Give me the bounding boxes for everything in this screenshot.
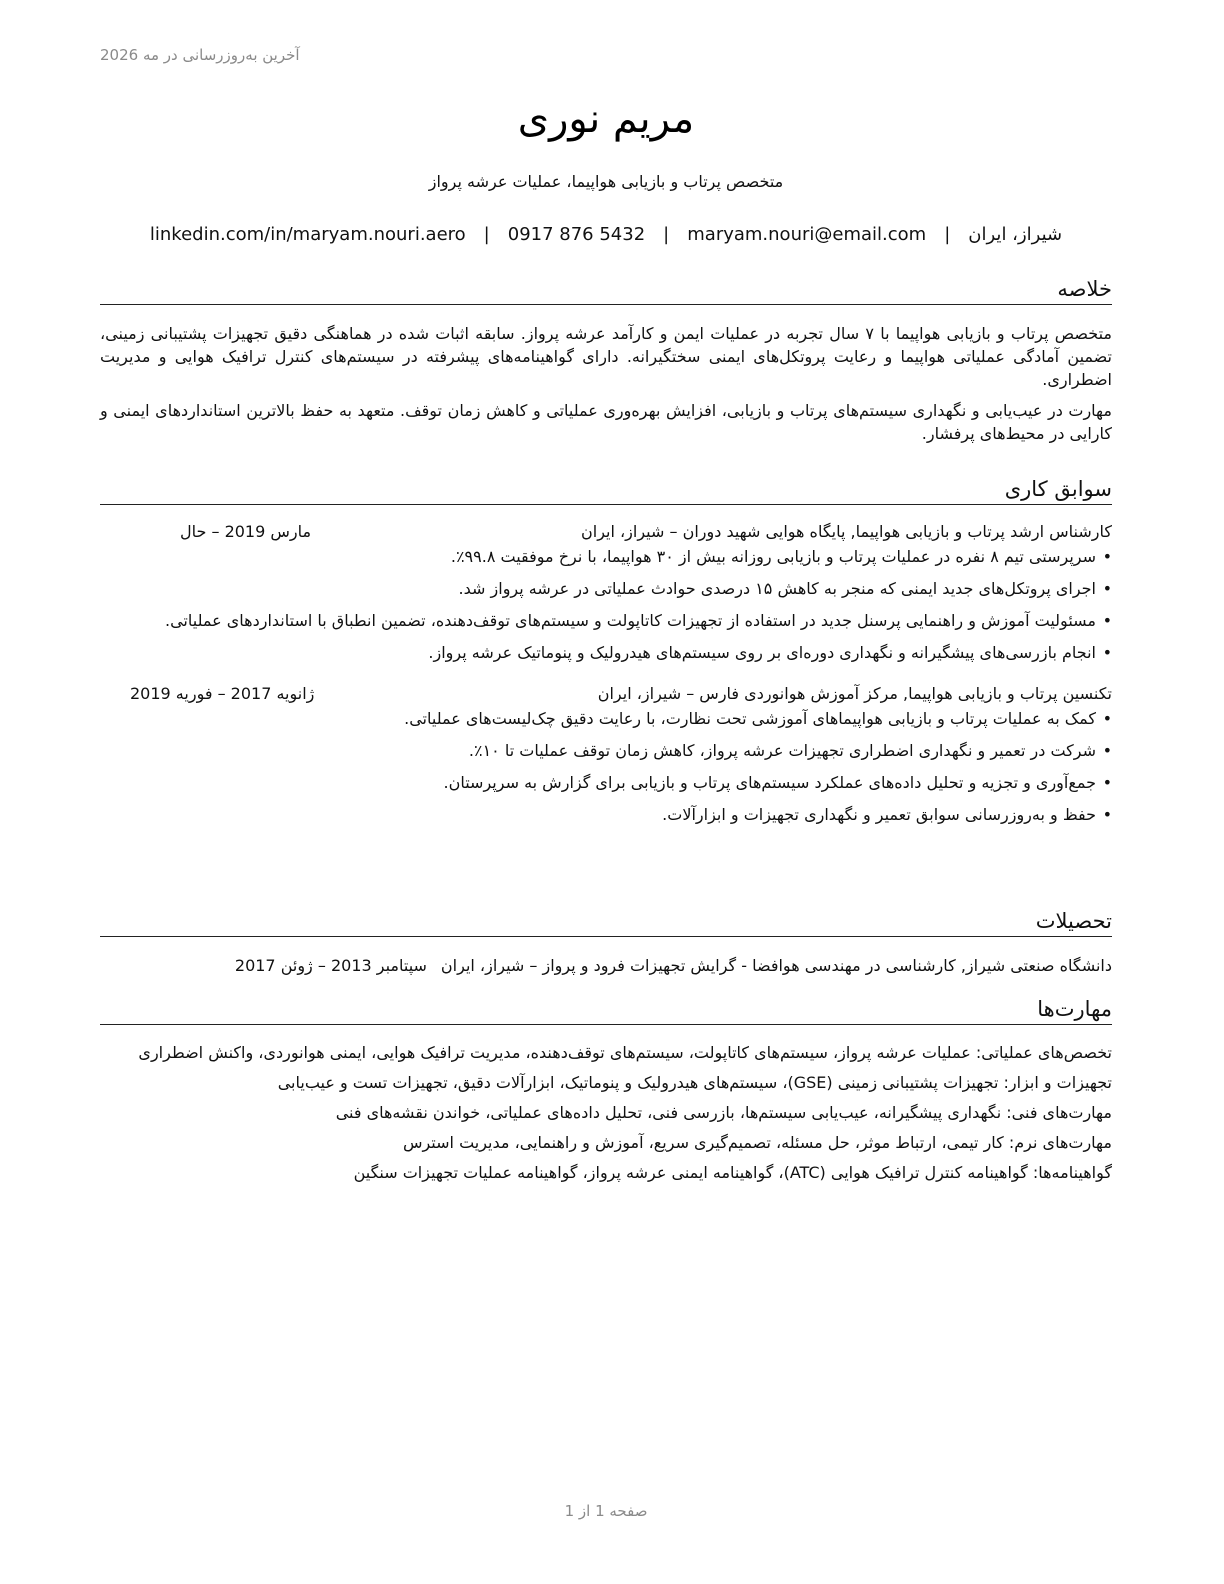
last-updated-note: آخرین به‌روزرسانی در مه 2026 xyxy=(100,46,300,64)
job-entry xyxy=(100,682,1112,826)
contact-separator: | xyxy=(663,224,670,245)
skills-line: تخصص‌های عملیاتی: عملیات عرشه پرواز، سیستم‌های کاتاپولت، سیستم‌های توقف‌دهنده، مدیریت ترافیک هوایی، ایمنی هوانوردی، واکنش اضطراری xyxy=(138,1043,1112,1062)
experience-section xyxy=(100,520,1112,844)
job-header xyxy=(100,520,1112,546)
summary-section xyxy=(100,322,1112,453)
phone-number[interactable]: 0917 876 5432 xyxy=(507,224,646,245)
summary-paragraph: مهارت در عیب‌یابی و نگهداری سیستم‌های پرتاب و بازیابی، افزایش بهره‌وری عملیاتی و کاهش زمان توقف. متعهد به حفظ بالاترین استانداردهای ایمنی و کارایی در محیط‌های پرفشار. xyxy=(100,401,1112,443)
location-text: شیراز، ایران xyxy=(968,224,1063,245)
summary-paragraph: متخصص پرتاب و بازیابی هواپیما با ۷ سال تجربه در عملیات ایمن و کارآمد عرشه پرواز. سابقه اثبات شده در هماهنگی دقیق تجهیزات پشتیبانی زمینی، تضمین آمادگی عملیاتی هواپیما و رعایت پروتکل‌های ایمنی سختگیرانه. دارای گواهینامه‌های پیشرفته در سیستم‌های کنترل ترافیک هوایی و مدیریت اضطراری. xyxy=(100,324,1112,389)
skills-line: مهارت‌های نرم: کار تیمی، ارتباط موثر، حل مسئله، تصمیم‌گیری سریع، آموزش و راهنمایی، مدیریت استرس xyxy=(402,1133,1112,1152)
education-heading: تحصیلات xyxy=(100,908,1112,937)
education-entry xyxy=(100,956,1112,975)
job-bullet: • اجرای پروتکل‌های جدید ایمنی که منجر به کاهش ۱۵ درصدی حوادث عملیاتی در عرشه پرواز شد. xyxy=(100,578,1112,600)
education-institution: دانشگاه صنعتی شیراز, کارشناسی در مهندسی هوافضا - گرایش تجهیزات فرود و پرواز – شیراز، ایران xyxy=(440,956,1112,975)
experience-heading: سوابق کاری xyxy=(100,476,1112,505)
job-dates: مارس 2019 – حال xyxy=(180,522,312,541)
job-bullet: • کمک به عملیات پرتاب و بازیابی هواپیماهای آموزشی تحت نظارت، با رعایت دقیق چک‌لیست‌های عملیاتی. xyxy=(100,708,1112,730)
contact-info xyxy=(100,224,1112,245)
candidate-tagline: متخصص پرتاب و بازیابی هواپیما، عملیات عرشه پرواز xyxy=(428,172,784,191)
job-bullet: • سرپرستی تیم ۸ نفره در عملیات پرتاب و بازیابی روزانه بیش از ۳۰ هواپیما، با نرخ موفقیت ۹۹.۸٪. xyxy=(100,546,1112,568)
job-bullets xyxy=(100,708,1112,826)
job-bullet: • مسئولیت آموزش و راهنمایی پرسنل جدید در استفاده از تجهیزات کاتاپولت و سیستم‌های توقف‌دهنده، تضمین انطباق با استانداردهای عملیاتی. xyxy=(100,610,1112,632)
summary-heading: خلاصه xyxy=(100,276,1112,305)
skills-heading: مهارت‌ها xyxy=(100,996,1112,1025)
skills-line: مهارت‌های فنی: نگهداری پیشگیرانه، عیب‌یابی سیستم‌ها، بازرسی فنی، تحلیل داده‌های عملیاتی، خواندن نقشه‌های فنی xyxy=(335,1103,1112,1122)
skills-line: گواهینامه‌ها: گواهینامه کنترل ترافیک هوایی (ATC)، گواهینامه ایمنی عرشه پرواز، گواهینامه عملیات تجهیزات سنگین xyxy=(353,1163,1112,1182)
education-dates: سپتامبر 2013 – ژوئن 2017 xyxy=(234,956,427,975)
job-bullet: • انجام بازرسی‌های پیشگیرانه و نگهداری دوره‌ای بر روی سیستم‌های هیدرولیک و پنوماتیک عرشه پرواز. xyxy=(100,642,1112,664)
job-title: کارشناس ارشد پرتاب و بازیابی هواپیما, پایگاه هوایی شهید دوران – شیراز، ایران xyxy=(581,522,1112,541)
job-header xyxy=(100,682,1112,708)
skills-line: تجهیزات و ابزار: تجهیزات پشتیبانی زمینی (GSE)، سیستم‌های هیدرولیک و پنوماتیک، ابزارآلات دقیق، تجهیزات تست و عیب‌یابی xyxy=(277,1073,1112,1092)
job-entry xyxy=(100,520,1112,664)
contact-separator: | xyxy=(944,224,951,245)
skills-section xyxy=(100,1042,1112,1192)
candidate-name: مریم نوری xyxy=(517,96,695,142)
resume-page xyxy=(100,0,1112,1584)
job-bullet: • شرکت در تعمیر و نگهداری اضطراری تجهیزات عرشه پرواز، کاهش زمان توقف عملیات تا ۱۰٪. xyxy=(100,740,1112,762)
contact-separator: | xyxy=(483,224,490,245)
email-link[interactable]: maryam.nouri@email.com xyxy=(687,224,927,245)
job-dates: ژانویه 2017 – فوریه 2019 xyxy=(130,684,315,703)
job-bullet: • حفظ و به‌روزرسانی سوابق تعمیر و نگهداری تجهیزات و ابزارآلات. xyxy=(100,804,1112,826)
linkedin-link[interactable]: linkedin.com/in/maryam.nouri.aero xyxy=(149,224,466,245)
page-number: صفحه 1 از 1 xyxy=(564,1502,648,1520)
job-bullets xyxy=(100,546,1112,664)
job-bullet: • جمع‌آوری و تجزیه و تحلیل داده‌های عملکرد سیستم‌های پرتاب و بازیابی برای گزارش به سرپرستان. xyxy=(100,772,1112,794)
job-title: تکنسین پرتاب و بازیابی هواپیما, مرکز آموزش هوانوردی فارس – شیراز، ایران xyxy=(597,684,1112,703)
